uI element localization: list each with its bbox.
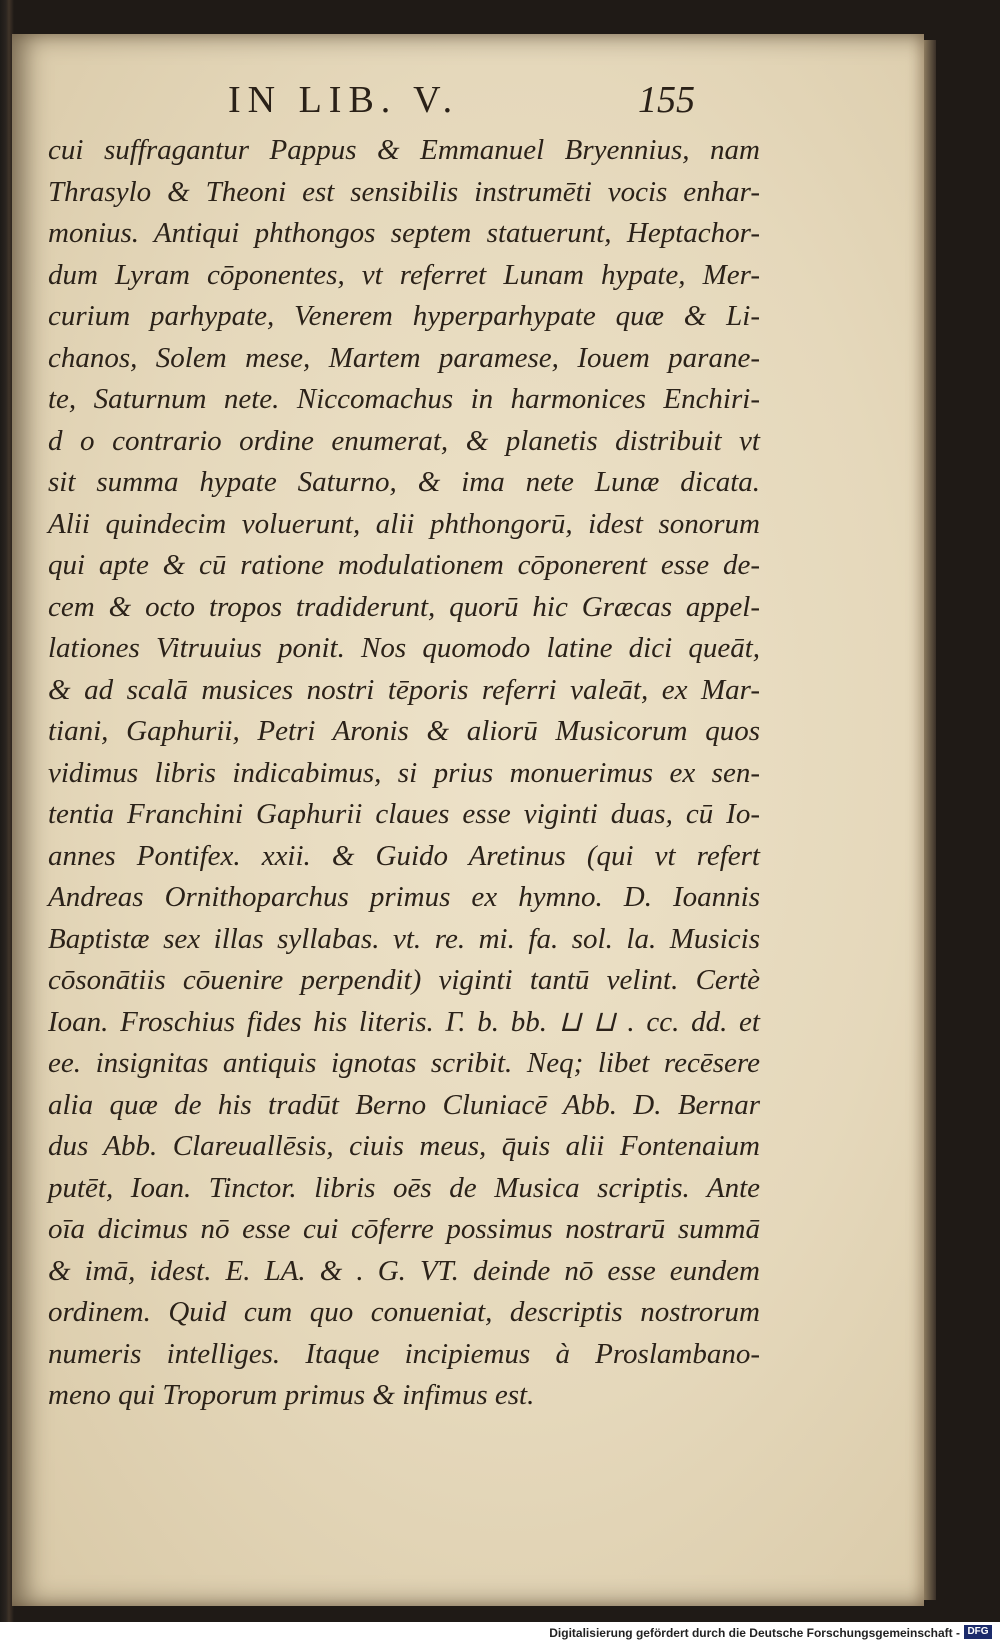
text-line: oīa dicimus nō esse cui cōferre possimus nostrarū summā [48,1213,760,1245]
page-number: 155 [638,79,695,121]
text-line: cōsonātiis cōuenire perpendit) viginti tantū velint. Certè [48,964,760,996]
text-line: d o contrario ordine enumerat, & planetis distribuit vt [48,424,760,457]
page-edge [924,40,936,1600]
text-line: putēt, Ioan. Tinctor. libris oēs de Musica scriptis. Ante [48,1171,760,1204]
dfg-logo: DFG [964,1625,992,1639]
text-line: lationes Vitruuius ponit. Nos quomodo latine dici queāt, [48,632,760,664]
text-line: tiani, Gaphurii, Petri Aronis & aliorū Musicorum quos [48,715,760,747]
running-head-title: IN LIB. V. [228,79,460,121]
text-line: Andreas Ornithoparchus primus ex hymno. D. Ioannis [48,881,760,913]
digitization-footer [0,1622,1000,1644]
text-line: dum Lyram cōponentes, vt referret Lunam hypate, Mer- [48,258,760,291]
text-line: ordinem. Quid cum quo conueniat, descriptis nostrorum [48,1296,760,1328]
text-line: cui suffragantur Pappus & Emmanuel Bryennius, nam [48,134,760,166]
text-line: & imā, idest. E. LA. & . G. VT. deinde nō esse eundem [48,1254,760,1287]
text-line: cem & octo tropos tradiderunt, quorū hic Græcas appel- [48,590,760,623]
text-line: tentia Franchini Gaphurii claues esse viginti duas, cū Io- [48,798,760,830]
text-line: chanos, Solem mese, Martem paramese, Iouem parane- [48,341,760,374]
text-line: qui apte & cū ratione modulationem cōponerent esse de- [48,549,760,581]
text-line: monius. Antiqui phthongos septem statuerunt, Heptachor- [48,217,760,249]
text-line: te, Saturnum nete. Niccomachus in harmonices Enchiri- [48,383,760,415]
text-line: Alii quindecim voluerunt, alii phthongorū, idest sonorum [48,507,760,540]
body-text [48,130,760,1417]
text-line: Baptistæ sex illas syllabas. vt. re. mi. fa. sol. la. Musicis [48,922,760,955]
footer-credit: Digitalisierung gefördert durch die Deutsche Forschungsgemeinschaft - [549,1626,960,1640]
text-line: ee. insignitas antiquis ignotas scribit. Neq; libet recēsere [48,1047,760,1079]
text-line: & ad scalā musices nostri tēporis referri valeāt, ex Mar- [48,673,760,706]
text-line: Ioan. Froschius fides his literis. Γ. b. bb. ⊔ ⊔ . cc. dd. et [48,1005,760,1038]
text-line: vidimus libris indicabimus, si prius monuerimus ex sen- [48,756,760,789]
text-line: dus Abb. Clareuallēsis, ciuis meus, q̄uis alii Fontenaium [48,1130,760,1162]
text-line: sit summa hypate Saturno, & ima nete Lunæ dicata. [48,466,760,498]
text-line: meno qui Troporum primus & infimus est. [48,1379,535,1411]
text-line: numeris intelliges. Itaque incipiemus à Proslambano- [48,1337,760,1370]
text-line: annes Pontifex. xxii. & Guido Aretinus (qui vt refert [48,839,760,872]
running-head [228,78,748,121]
text-line: alia quæ de his tradūt Berno Cluniacē Abb. D. Bernar [48,1088,760,1121]
text-line: curium parhypate, Venerem hyperparhypate quæ & Li- [48,300,760,332]
text-line: Thrasylo & Theoni est sensibilis instrumēti vocis enhar- [48,175,760,208]
